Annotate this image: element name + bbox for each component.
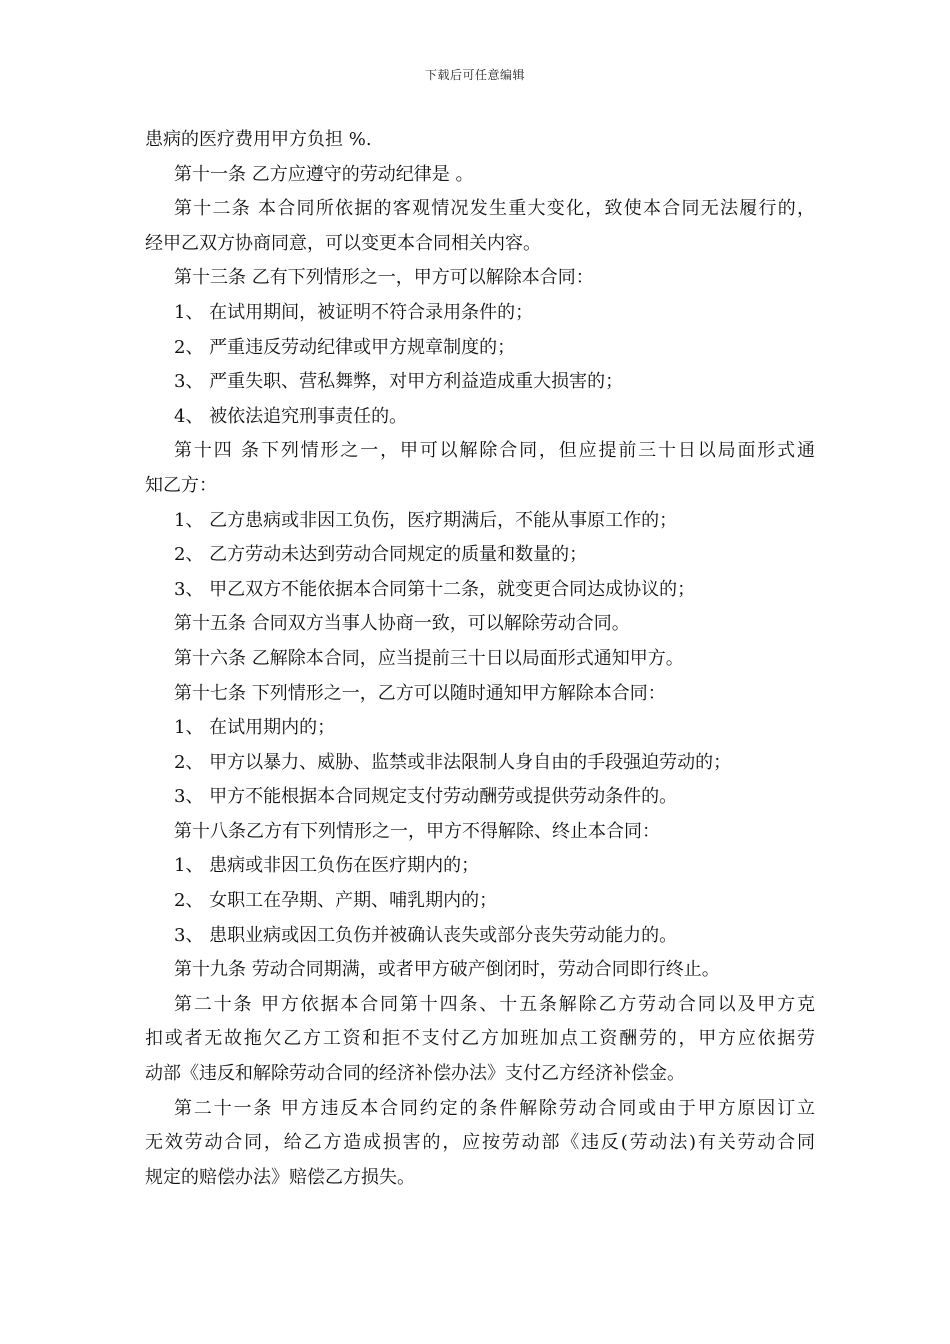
text-line: 规定的赔偿办法》赔偿乙方损失。 bbox=[145, 1166, 415, 1188]
list-item: 1、 在试用期间，被证明不符合录用条件的； bbox=[174, 301, 534, 323]
text-line: 第十三条 乙有下列情形之一，甲方可以解除本合同： bbox=[174, 267, 594, 289]
text-line: 第十七条 下列情形之一，乙方可以随时通知甲方解除本合同： bbox=[174, 682, 666, 704]
text-line: 第十九条 劳动合同期满，或者甲方破产倒闭时，劳动合同即行终止。 bbox=[174, 959, 720, 981]
list-item: 1、 乙方患病或非因工负伤，医疗期满后，不能从事原工作的； bbox=[174, 509, 678, 531]
document-body bbox=[145, 123, 815, 1195]
text-line: 第十一条 乙方应遵守的劳动纪律是 。 bbox=[174, 163, 474, 185]
text-line: 第十六条 乙解除本合同，应当提前三十日以局面形式通知甲方。 bbox=[174, 647, 684, 669]
page-header-note: 下载后可任意编辑 bbox=[424, 68, 525, 82]
list-item: 2、 乙方劳动未达到劳动合同规定的质量和数量的； bbox=[174, 544, 588, 566]
list-item: 1、 患病或非因工负伤在医疗期内的； bbox=[174, 855, 480, 877]
text-line: 第十四 条下列情形之一，甲可以解除合同，但应提前三十日以局面形式通 bbox=[174, 440, 815, 462]
text-line: 无效劳动合同，给乙方造成损害的，应按劳动部《违反(劳动法)有关劳动合同 bbox=[145, 1132, 815, 1154]
text-line: 扣或者无故拖欠乙方工资和拒不支付乙方加班加点工资酬劳的，甲方应依据劳 bbox=[145, 1028, 815, 1050]
text-line: 第二十条 甲方依据本合同第十四条、十五条解除乙方劳动合同以及甲方克 bbox=[174, 993, 815, 1015]
list-item: 3、 患职业病或因工负伤并被确认丧失或部分丧失劳动能力的。 bbox=[174, 924, 678, 946]
list-item: 4、 被依法追究刑事责任的。 bbox=[174, 405, 408, 427]
text-line: 第二十一条 甲方违反本合同约定的条件解除劳动合同或由于甲方原因订立 bbox=[174, 1097, 815, 1119]
list-item: 2、 严重违反劳动纪律或甲方规章制度的； bbox=[174, 336, 516, 358]
text-line: 动部《违反和解除劳动合同的经济补偿办法》支付乙方经济补偿金。 bbox=[145, 1063, 685, 1085]
list-item: 3、 严重失职、营私舞弊，对甲方利益造成重大损害的； bbox=[174, 371, 624, 393]
text-line: 患病的医疗费用甲方负担 %. bbox=[145, 129, 372, 150]
text-line: 第十五条 合同双方当事人协商一致，可以解除劳动合同。 bbox=[174, 613, 630, 635]
list-item: 1、 在试用期内的； bbox=[174, 717, 336, 739]
list-item: 3、 甲乙双方不能依据本合同第十二条，就变更合同达成协议的； bbox=[174, 578, 696, 600]
list-item: 2、 甲方以暴力、威胁、监禁或非法限制人身自由的手段强迫劳动的； bbox=[174, 751, 732, 773]
text-line: 第十二条 本合同所依据的客观情况发生重大变化，致使本合同无法履行的， bbox=[174, 198, 815, 220]
list-item: 2、 女职工在孕期、产期、哺乳期内的； bbox=[174, 890, 498, 912]
list-item: 3、 甲方不能根据本合同规定支付劳动酬劳或提供劳动条件的。 bbox=[174, 786, 678, 808]
text-line: 经甲乙双方协商同意，可以变更本合同相关内容。 bbox=[145, 232, 541, 254]
text-line: 第十八条乙方有下列情形之一，甲方不得解除、终止本合同： bbox=[174, 820, 660, 842]
text-line: 知乙方： bbox=[145, 474, 217, 496]
